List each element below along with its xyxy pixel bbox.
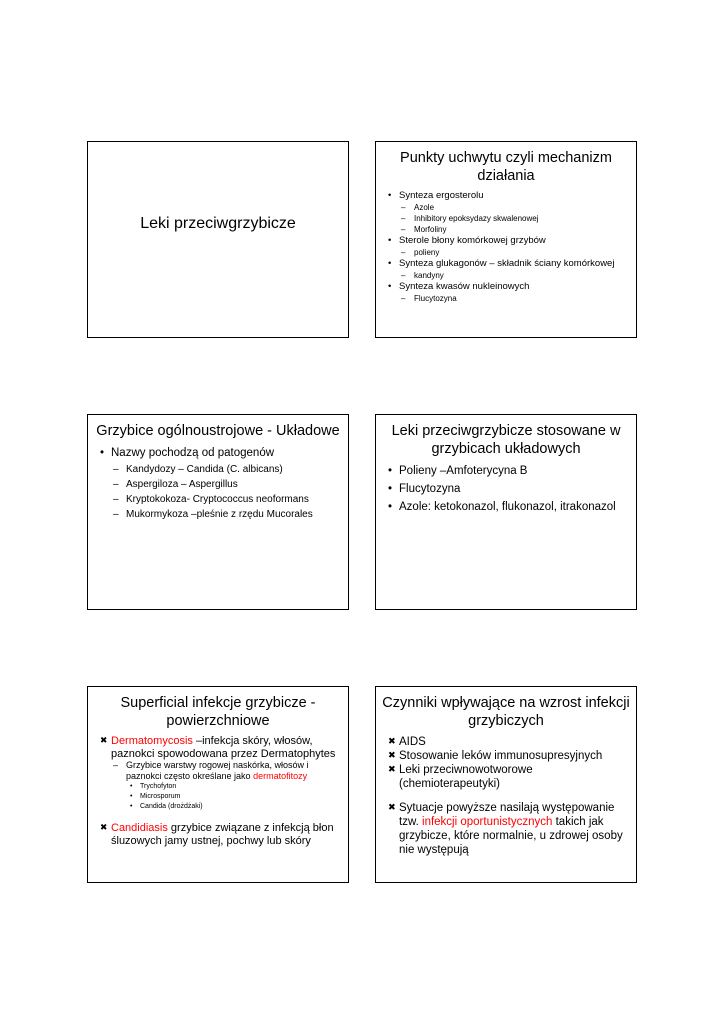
term-dermatofitozy: dermatofitozy bbox=[253, 771, 308, 781]
term-dermatomycosis: Dermatomycosis bbox=[111, 735, 193, 747]
list-item: ✖ Stosowanie leków immunosupresyjnych bbox=[388, 749, 626, 763]
list-item: ✖ AIDS bbox=[388, 735, 626, 749]
sub-list-item: – Kandydozy – Candida (C. albicans) bbox=[100, 462, 338, 477]
slide-2-list bbox=[376, 190, 636, 304]
list-item-text: Grzybice warstwy rogowej naskórka, włosów i paznokci często określane jako bbox=[126, 760, 309, 781]
slide-3-list bbox=[88, 445, 348, 522]
list-item: • Microsporum bbox=[100, 792, 338, 802]
list-item bbox=[100, 760, 338, 782]
list-item: • Candida (drożdżaki) bbox=[100, 802, 338, 812]
sub-list-item: – Morfoliny bbox=[388, 224, 626, 235]
list-item: • Flucytozyna bbox=[388, 481, 626, 498]
slide-2-title: Punkty uchwytu czyli mechanizm działania bbox=[400, 150, 612, 184]
list-item: • Synteza ergosterolu bbox=[388, 190, 626, 202]
list-item-text: takich jak grzybicze, które normalnie, u zdrowej osoby nie występują bbox=[399, 816, 623, 856]
list-item: • Synteza kwasów nukleinowych bbox=[388, 281, 626, 293]
sub-list-item: – Azole bbox=[388, 202, 626, 213]
slide-5-title: Superficial infekcje grzybicze - powierzchniowe bbox=[120, 695, 316, 729]
slide-2 bbox=[375, 141, 637, 338]
slide-5-list bbox=[88, 735, 348, 847]
slide-5 bbox=[87, 686, 349, 883]
slide-6 bbox=[375, 686, 637, 883]
sub-list-item: – kandyny bbox=[388, 270, 626, 281]
slide-4 bbox=[375, 414, 637, 610]
slide-3-title: Grzybice ogólnoustrojowe - Układowe bbox=[96, 423, 340, 439]
list-item: • Nazwy pochodzą od patogenów bbox=[100, 445, 338, 462]
list-item: • Synteza glukagonów – składnik ściany komórkowej bbox=[388, 258, 626, 270]
term-candidiasis: Candidiasis bbox=[111, 822, 168, 834]
sub-list-item: – Aspergiloza – Aspergillus bbox=[100, 477, 338, 492]
sub-list-item: – polieny bbox=[388, 247, 626, 258]
list-item bbox=[388, 801, 626, 857]
sub-list-item: – Flucytozyna bbox=[388, 293, 626, 304]
sub-list-item: – Inhibitory epoksydazy skwalenowej bbox=[388, 213, 626, 224]
list-item-text: Sytuacje powyższe nasilają występowanie tzw. bbox=[399, 802, 615, 828]
slide-4-title: Leki przeciwgrzybicze stosowane w grzybicach układowych bbox=[391, 423, 621, 457]
sub-list-item: – Mukormykoza –pleśnie z rzędu Mucorales bbox=[100, 507, 338, 522]
sub-list-item: – Kryptokokoza- Cryptococcus neoformans bbox=[100, 492, 338, 507]
list-item: • Polieny –Amfoterycyna B bbox=[388, 463, 626, 480]
list-item: • Trychofyton bbox=[100, 782, 338, 792]
slide-1 bbox=[87, 141, 349, 338]
list-item: • Sterole błony komórkowej grzybów bbox=[388, 235, 626, 247]
list-item: • Azole: ketokonazol, flukonazol, itrakonazol bbox=[388, 499, 626, 516]
list-item bbox=[100, 735, 338, 760]
list-item-text: grzybice związane z infekcją błon śluzowych jamy ustnej, pochwy lub skóry bbox=[111, 822, 334, 847]
list-item: ✖ Leki przeciwnowotworowe (chemioterapeutyki) bbox=[388, 763, 626, 791]
list-item bbox=[100, 822, 338, 847]
term-infekcji-oportunistycznych: infekcji oportunistycznych bbox=[422, 816, 553, 828]
slide-6-list bbox=[376, 735, 636, 857]
slide-3 bbox=[87, 414, 349, 610]
list-item-text: –infekcja skóry, włosów, paznokci spowodowana przez Dermatophytes bbox=[111, 735, 336, 760]
spacer bbox=[100, 812, 338, 822]
slide-4-list bbox=[376, 463, 636, 516]
spacer bbox=[388, 791, 626, 801]
slide-1-title: Leki przeciwgrzybicze bbox=[140, 215, 296, 232]
slide-6-title: Czynniki wpływające na wzrost infekcji grzybiczych bbox=[382, 695, 630, 729]
